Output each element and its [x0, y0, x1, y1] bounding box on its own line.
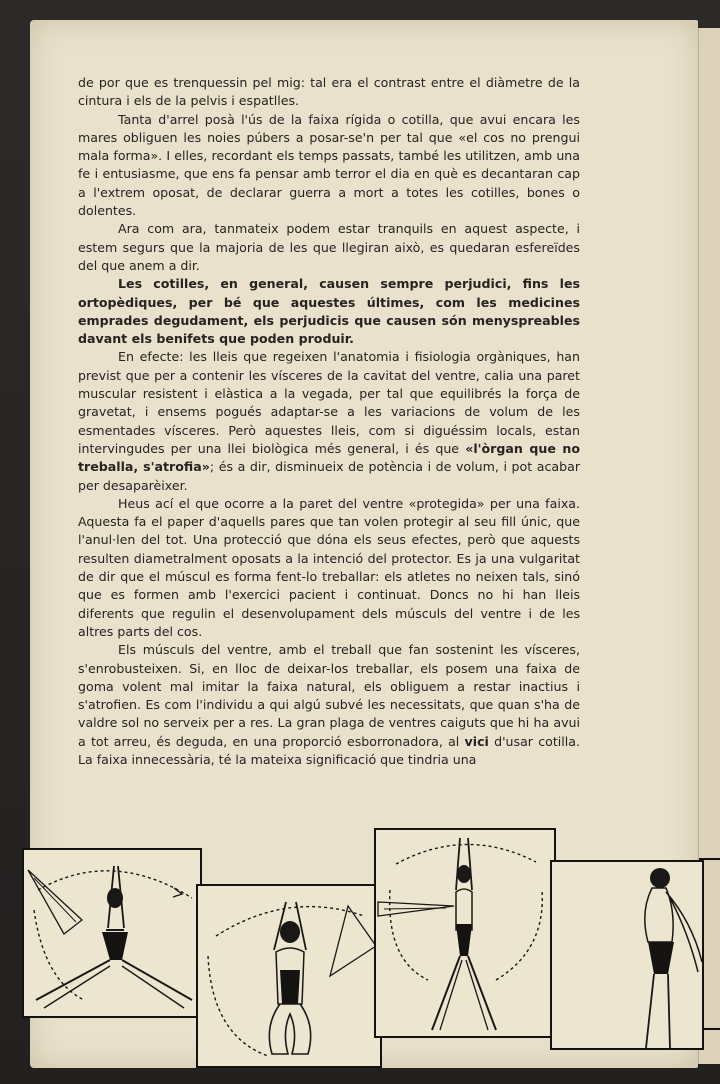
paragraph — [78, 495, 580, 641]
paragraph-text: de por que es trenquessin pel mig: tal era el contrast entre el diàmetre de la cintura i els de la pelvis i espatlles. — [78, 75, 580, 109]
paragraph — [78, 275, 580, 348]
article-body — [78, 74, 580, 769]
paragraph — [78, 220, 580, 275]
emphasized-text: Les cotilles, en general, causen sempre perjudici, fins les ortopèdiques, per bé que aquestes últimes, com les medicines emprades degudament, els perjudicis que causen són menyspreables davant els benifets que poden produir. — [78, 276, 580, 347]
paragraph-text: d'usar cotilla. La faixa innecessària, té la mateixa significació que tindria una — [78, 733, 581, 767]
paragraph — [78, 74, 580, 111]
exercise-figure-standing-legs-apart — [374, 828, 556, 1038]
paragraph — [78, 111, 580, 221]
paragraph — [78, 641, 580, 769]
paragraph-text: Ara com ara, tanmateix podem estar tranquils en aquest aspecte, i estem segurs que la majoria de les que llegiran això, es quedaran esfereïdes del que anem a dir. — [78, 221, 580, 273]
exercise-figure-side-bend — [550, 860, 704, 1050]
paragraph-text: Tanta d'arrel posà l'ús de la faixa rígida o cotilla, que avui encara les mares obliguen les noies púbers a posar-se'n per tal que «el cos no prengui mala forma». I elles, recordant els temps passats, també les utilitzen, amb una fe i entusiasme, que ens fa pensar amb terror el dia en què es decantaran cap a l'extrem oposat, de declarar guerra a mort a totes les cotilles, bones o dolentes. — [78, 111, 580, 219]
paragraph — [78, 348, 580, 494]
exercise-figure-arms-legs-spread — [22, 848, 202, 1018]
paragraph-text: Heus ací el que ocorre a la paret del ventre «protegida» per una faixa. Aquesta fa el paper d'aquells pares que tan volen protegir al seu fill únic, que l'anul·len del tot. Una protecció que dóna els seus efectes, però que aquests resulten diametralment oposats a la intenció del protector. Es ja una vulgaritat de dir que el múscul es forma fent-lo treballar: els atletes no neixen tals, sinó que es formen amb l'exercici pacient i continuat. Doncs no hi han lleis diferents que regulin el desenvolupament dels músculs del ventre i de les altres parts del cos. — [78, 495, 580, 639]
exercise-illustrations — [22, 824, 698, 1052]
paragraph-text: En efecte: les lleis que regeixen l'anatomia i fisiologia orgàniques, han previst que per a contenir les vísceres de la cavitat del ventre, calia una paret muscular resistent i elàstica a la vegada, per tal que equilibrés la força de gravetat, i ensems pogués adaptar-se a les variacions de volum de les esmentades vísceres. Però aquestes lleis, com si diguéssim locals, estan intervingudes per una llei biològica més general, i és que — [78, 349, 580, 456]
paragraph-text: Els músculs del ventre, amb el treball que fan sostenint les vísceres, s'enrobusteixen. Si, en lloc de deixar-los treballar, els posem una faixa de goma volent mal imitar la faixa natural, els obliguem a restar inactius i s'atrofien. Es com l'individu a qui algú subvé les necessitats, que quan s'ha de valdre sol no serveix per a res. La gran plaga de ventres caiguts que hi ha avui a tot arreu, és deguda, en una proporció esborronadora, al — [78, 642, 580, 749]
exercise-figure-kneeling-arms-up — [196, 884, 382, 1068]
book-page — [30, 20, 698, 1068]
emphasized-text: vici — [464, 733, 489, 749]
paragraph-text: ; és a dir, disminueix de potència i de volum, i pot acabar per desaparèixer. — [78, 459, 580, 493]
emphasized-text: «l'òrgan que no treballa, s'atrofia» — [78, 440, 580, 475]
